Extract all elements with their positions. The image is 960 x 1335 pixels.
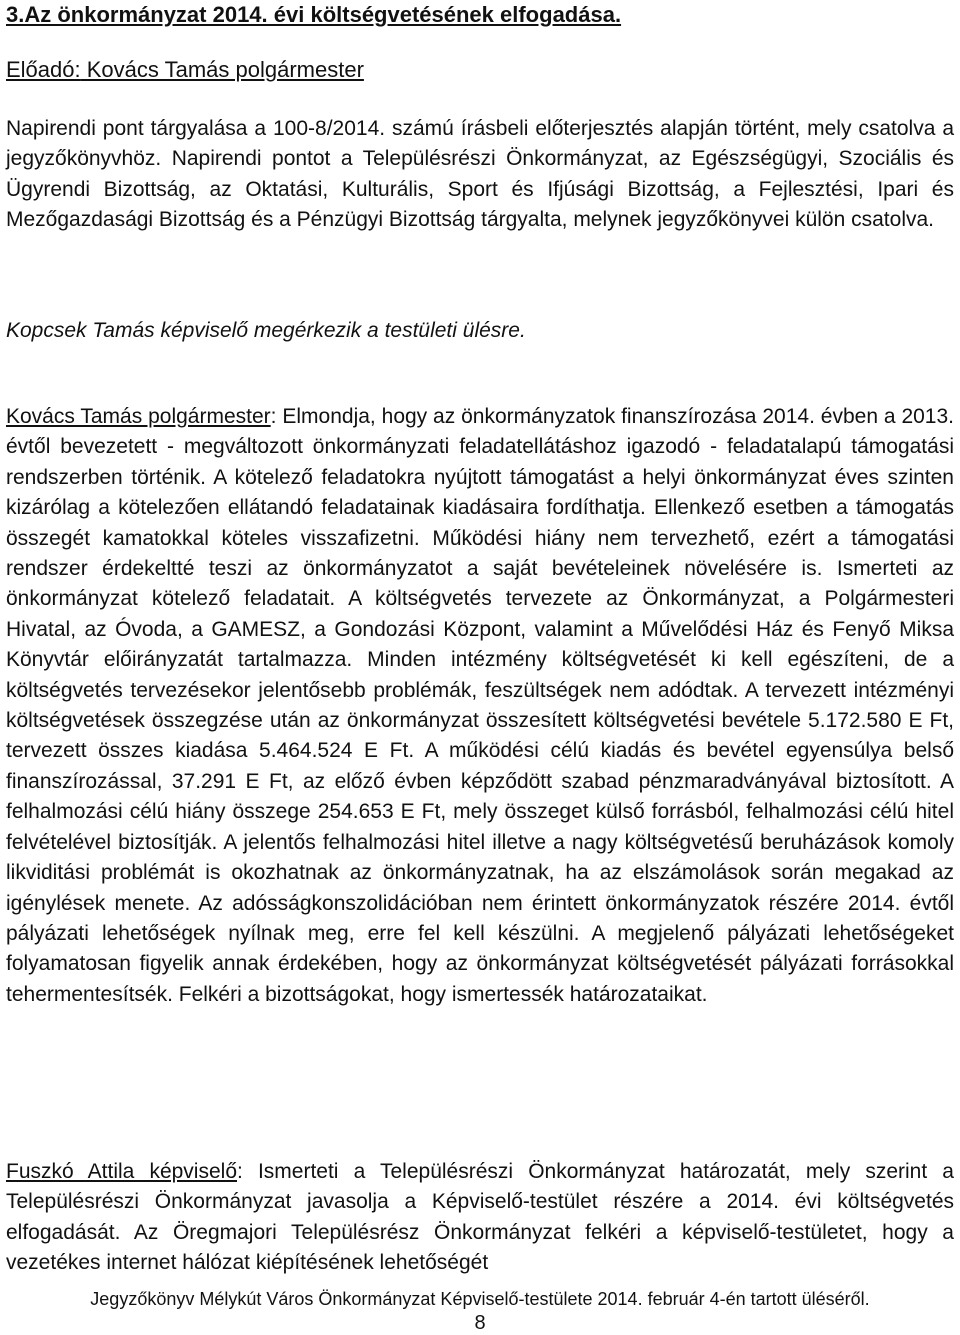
fuszko-statement [6, 1157, 954, 1279]
page-footer: Jegyzőkönyv Mélykút Város Önkormányzat Képviselő-testülete 2014. február 4-én tartott üléséről. [90, 1289, 870, 1309]
page-number: 8 [474, 1312, 486, 1334]
intro-paragraph: Napirendi pont tárgyalása a 100-8/2014. számú írásbeli előterjesztés alapján történt, mely csatolva a jegyzőkönyvhöz. Napirendi pontot a Településrészi Önkormányzat, az Egészségügyi, Szociális és Ügyrendi Bizottság, az Oktatási, Kulturális, Sport és Ifjúsági Bizottság, a Fejlesztési, Ipari és Mezőgazdasági Bizottság és a Pénzügyi Bizottság tárgyalta, melynek jegyzőkönyvei külön csatolva. [6, 117, 954, 232]
presenter-name: Kovács Tamás polgármester [80, 57, 364, 82]
mayor-speaker-name: Kovács Tamás polgármester [6, 405, 271, 428]
presenter-label: Előadó: [6, 57, 81, 82]
arrival-note: Kopcsek Tamás képviselő megérkezik a testületi ülésre. [6, 319, 526, 342]
mayor-statement-text: : Elmondja, hogy az önkormányzatok finanszírozása 2014. évben a 2013. évtől bevezetett - megváltozott önkormányzati feladatellátáshoz igazodó - feladatalapú támogatási rendszerben történik. A kötelező feladatokra nyújtott támogatást a helyi önkormányzat éves szinten kizárólag a kötelezően ellátandó feladatainak kiadásaira fordíthatja. Ellenkező esetben a támogatás összegét kamatokkal köteles visszafizetni. Működési hiány nem tervezhető, ezért a támogatási rendszer érdekeltté teszi az önkormányzatot a saját bevételeinek növelésére is. Ismerteti az önkormányzat kötelező feladatait. A költségvetés tervezete az Önkormányzat, a Polgármesteri Hivatal, az Óvoda, a GAMESZ, a Gondozási Központ, valamint a Művelődési Ház és Fenyő Miksa Könyvtár előirányzatát tartalmazza. Minden intézmény költségvetését ki kell egészíteni, de a költségvetés tervezésekor jelentősebb problémák, feszültségek nem adódtak. A tervezett intézményi költségvetések összegzése után az önkormányzat összesített költségvetési bevétele 5.172.580 E Ft, tervezett összes kiadása 5.464.524 E Ft. A működési célú kiadás és bevétel egyensúlya belső finanszírozással, 37.291 E Ft, az előző évben képződött szabad pénzmaradványával biztosított. A felhalmozási célú hiány összege 254.653 E Ft, mely összeget külső forrásból, felhalmozási célú hitel felvételével biztosítják. A jelentős felhalmozási hitel illetve a nagy költségvetésű beruházások komoly likviditási problémát is okozhatnak az önkormányzatnak, ha az elszámolások során megakad az igénylések menete. Az adósságkonszolidációban nem érintett önkormányzatok részére 2014. évtől pályázati lehetőségek nyílnak meg, erre fel kell készülni. A megjelenő pályázati lehetőségeket folyamatosan figyelik annak érdekében, hogy az önkormányzat költségvetését pályázati forrásokkal tehermentesítsék. Felkéri a bizottságokat, hogy ismertessék határozataikat. [6, 405, 954, 1006]
presenter-line [6, 57, 364, 83]
fuszko-speaker-name: Fuszkó Attila képviselő [6, 1160, 237, 1183]
agenda-heading: 3.Az önkormányzat 2014. évi költségvetésének elfogadása. [6, 2, 622, 27]
fuszko-statement-text: : Ismerteti a Településrészi Önkormányzat határozatát, mely szerint a Településrészi Önkormányzat javasolja a Képviselő-testület részére a 2014. évi költségvetés elfogadását. Az Öregmajori Településrész Önkormányzat felkéri a képviselő-testületet, hogy a vezetékes internet hálózat kiépítésének lehetőségét [6, 1160, 954, 1275]
mayor-statement [6, 402, 954, 1010]
